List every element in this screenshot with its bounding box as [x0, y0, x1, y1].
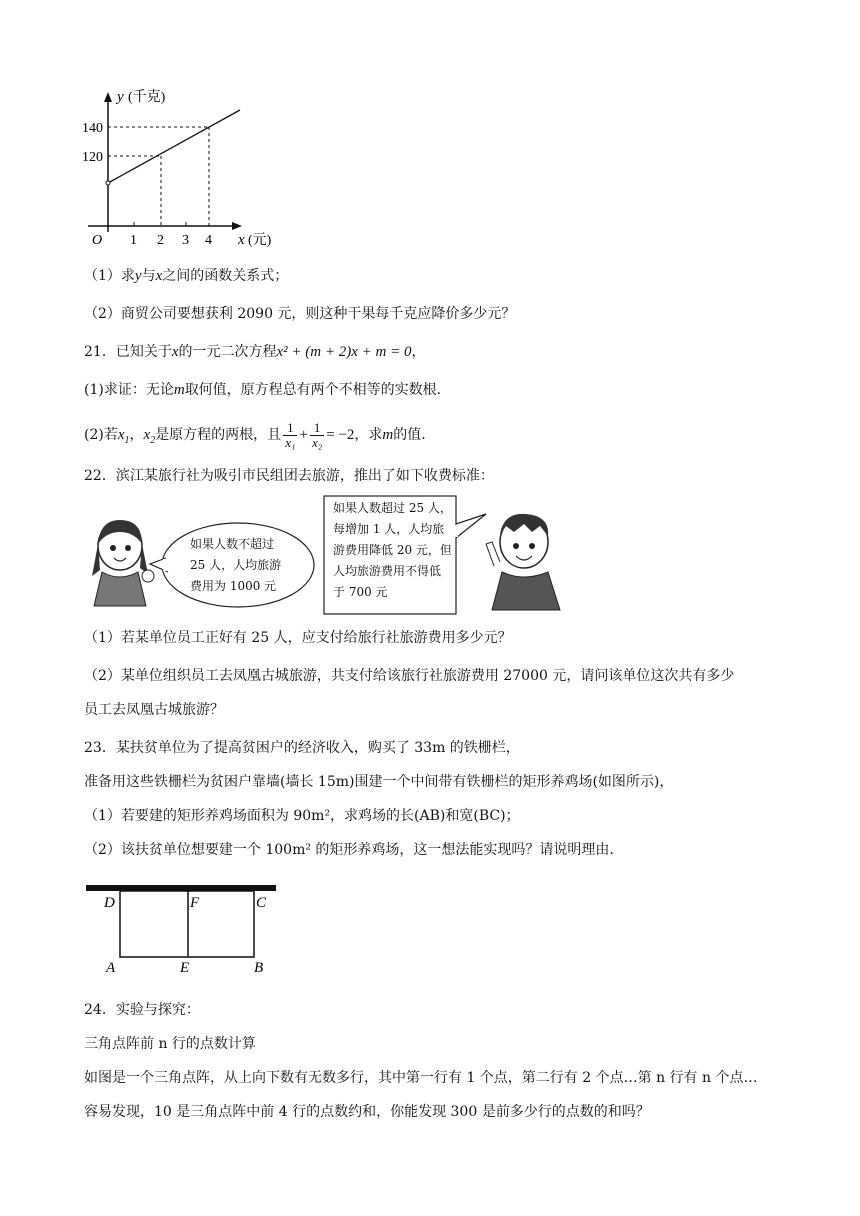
- fraction-1-over-x1: $\frac{1}{\text{x₁}}$: [285, 419, 296, 450]
- boy-cartoon: [474, 504, 566, 612]
- x-tick-3: 3: [182, 233, 189, 248]
- q23-stem: 23．某扶贫单位为了提高贫困户的经济收入，购买了 33m 的铁栅栏，: [84, 740, 520, 756]
- q23-stem-line2: 准备用这些铁栅栏为贫困户靠墙(墙长 15m)围建一个中间带有铁栅栏的矩形养鸡场(如图所示)，: [84, 774, 674, 790]
- origin-label: O: [92, 233, 103, 248]
- left-speech-bubble: 如果人数不超过 25 人，人均旅游 费用为 1000 元: [190, 537, 282, 593]
- q20-part2: （2）商贸公司要想获利 2090 元，则这种干果每千克应降价多少元？: [84, 306, 516, 322]
- q22-part2-line1: （2）某单位组织员工去凤凰古城旅游，共支付给该旅行社旅游费用 27000 元，请问该单位这次共有多少: [84, 668, 735, 684]
- farm-rectangle: [120, 891, 254, 957]
- wall: [86, 885, 276, 891]
- q24-line1: 如图是一个三角点阵，从上向下数有无数多行，其中第一行有 1 个点，第二行有 2 个点…第 n 行有 n 个点…: [84, 1070, 758, 1086]
- q21-part2: (2)若$x_1$，$x_2$是原方程的两根，且 $\frac{1}{\text{x₁}}$ + $\frac{1}{\text{x₂}}$ = −2，求m的值.: [84, 419, 426, 450]
- q24-subtitle: 三角点阵前 n 行的点数计算: [84, 1036, 256, 1052]
- label-D: D: [104, 895, 115, 911]
- q24-stem: 24．实验与探究：: [84, 1002, 200, 1018]
- q22-part2-line2: 员工去凤凰古城旅游？: [84, 702, 224, 718]
- q22-stem: 22．滨江某旅行社为吸引市民组团去旅游，推出了如下收费标准：: [84, 468, 494, 484]
- y-unit-label: (千克): [128, 90, 166, 105]
- q21-stem: 21．已知关于x的一元二次方程x² + (m + 2)x + m = 0，: [84, 344, 426, 360]
- q21-part1: (1)求证：无论m取何值，原方程总有两个不相等的实数根.: [84, 382, 442, 398]
- label-E: E: [180, 960, 190, 976]
- label-A: A: [106, 960, 116, 976]
- q20-part1: （1）求y与x之间的函数关系式；: [84, 268, 289, 284]
- q23-part1: （1）若要建的矩形养鸡场面积为 90m²，求鸡场的长(AB)和宽(BC)；: [84, 808, 520, 824]
- x-unit-label: (元): [248, 233, 272, 248]
- q22-part1: （1）若某单位员工正好有 25 人，应支付给旅行社旅游费用多少元？: [84, 630, 512, 646]
- y-tick-140: 140: [82, 121, 103, 136]
- right-speech-box: 如果人数超过 25 人， 每增加 1 人，人均旅 游费用降低 20 元，但 人均旅游费用不得低 于 700 元: [333, 501, 452, 599]
- q23-part2: （2）该扶贫单位想要建一个 100m² 的矩形养鸡场，这一想法能实现吗？请说明理由.: [84, 842, 614, 858]
- x-axis-label: x: [238, 232, 245, 248]
- x-tick-1: 1: [130, 233, 137, 248]
- x-tick-4: 4: [205, 233, 212, 248]
- y-axis-arrow: [104, 92, 112, 102]
- q21-equation: x² + (m + 2)x + m = 0: [276, 344, 412, 360]
- y-tick-120: 120: [82, 150, 103, 165]
- function-line: [108, 110, 240, 183]
- label-F: F: [190, 895, 200, 911]
- chicken-farm-figure: [84, 880, 284, 976]
- function-graph: [78, 84, 288, 254]
- x-axis-arrow: [232, 222, 242, 230]
- y-axis-label: y: [117, 89, 124, 105]
- label-B: B: [254, 960, 264, 976]
- y-intercept-point: [106, 181, 110, 185]
- x-tick-2: 2: [157, 233, 164, 248]
- label-C: C: [256, 895, 267, 911]
- fraction-1-over-x2: $\frac{1}{\text{x₂}}$: [311, 419, 323, 450]
- q24-line2: 容易发现，10 是三角点阵中前 4 行的点数约和，你能发现 300 是前多少行的点数的和吗？: [84, 1104, 650, 1120]
